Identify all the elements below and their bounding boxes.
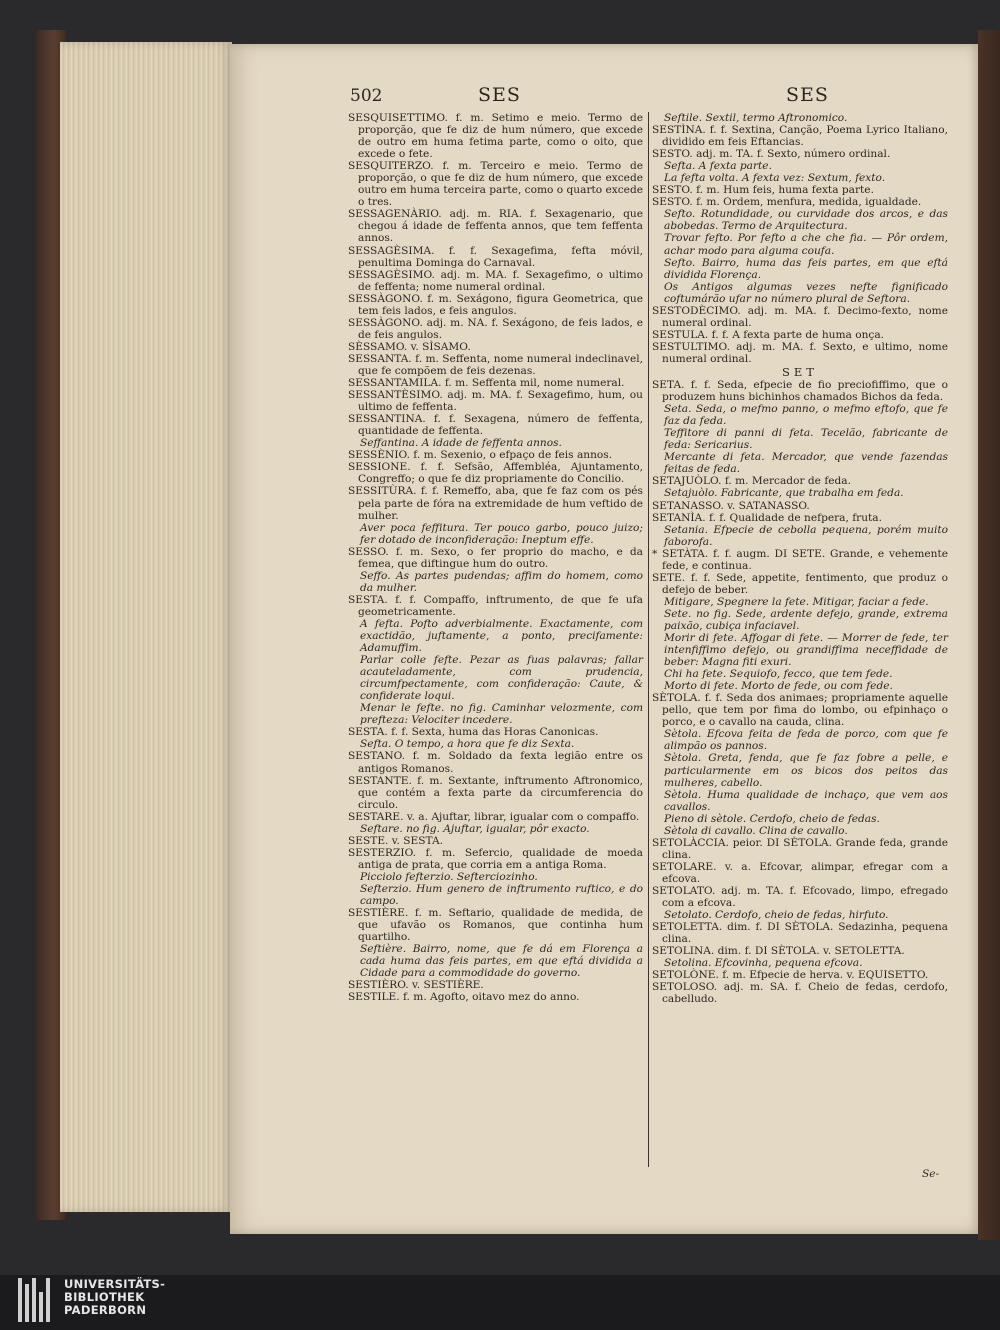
dictionary-entry: SESQUISETTIMO. f. m. Setimo e meio. Termo de proporção, que fe diz de hum número, que excede de outro em huma fetima parte, como o oito, que excede o fete. xyxy=(348,112,643,161)
dictionary-entry: SESTA. f. f. Sexta, huma das Horas Canonicas. xyxy=(348,726,599,739)
dictionary-entry: SETAJUÒLO. f. m. Mercador de feda. xyxy=(652,475,851,488)
dictionary-subentry: Parlar colle fefte. Pezar as fuas palavras; fallar acauteladamente, com prudencia, circumfpectamente, com confideração: Caute, & confiderate loqui. xyxy=(360,654,643,703)
dictionary-entry: SETOLATO. adj. m. TA. f. Efcovado, limpo, efregado com a efcova. xyxy=(652,885,948,910)
book-cover-right xyxy=(978,30,1000,1240)
dictionary-entry: SESQUITERZO. f. m. Terceiro e meio. Termo de proporção, o que fe diz de hum número, que excede outro em huma terceira parte, como o quarto excede o tres. xyxy=(348,160,644,209)
page-number: 502 xyxy=(350,86,383,106)
right-column-bottom xyxy=(652,379,948,1005)
running-head-left: SES xyxy=(478,84,521,106)
dictionary-entry: SESSANTAMILA. f. m. Seffenta mil, nome numeral. xyxy=(348,377,625,390)
dictionary-entry: SESTÌNA. f. f. Sextina, Canção, Poema Lyrico Italiano, dividido em feis Eftancias. xyxy=(652,124,948,149)
catchword: Se- xyxy=(922,1168,940,1180)
dictionary-entry: SESTARE. v. a. Ajuftar, librar, igualar com o compaffo. xyxy=(348,810,640,823)
dictionary-subentry: Chi ha fete. Sequiofo, fecco, que tem fede. xyxy=(664,668,893,681)
dictionary-subentry: Seftare. no fig. Ajuftar, igualar, pôr exacto. xyxy=(360,822,590,835)
dictionary-entry: SESTILE. f. m. Agofto, oitavo mez do anno. xyxy=(348,991,580,1004)
dictionary-entry: SESSO. f. m. Sexo, o fer proprio do macho, e da femea, que diftingue hum do outro. xyxy=(348,545,643,570)
dictionary-entry: SESSÀGONO. adj. m. NA. f. Sexágono, de feis lados, e de feis angulos. xyxy=(348,316,643,341)
dictionary-entry: SESTANO. f. m. Soldado da fexta legião entre os antigos Romanos. xyxy=(348,750,643,775)
dictionary-entry: SÈSSAMO. v. SÌSAMO. xyxy=(348,340,471,353)
right-column-top xyxy=(652,112,948,365)
dictionary-subentry: Os Antigos algumas vezes nefte fignificado coftumárão ufar no número plural de Seftora. xyxy=(664,280,948,305)
dictionary-entry: SETOLÒNE. f. m. Efpecie de herva. v. EQUISETTO. xyxy=(652,969,929,982)
dictionary-subentry: Picciolo fefterzio. Sefterciozinho. xyxy=(360,870,538,883)
column-divider xyxy=(648,112,649,1167)
dictionary-subentry: Seffo. As partes pudendas; affim do homem, como da mulher. xyxy=(360,569,643,594)
dictionary-subentry: Morto di fete. Morto de fede, ou com fede. xyxy=(664,680,893,693)
dictionary-entry: SETOLÀCCIA. peior. DI SÈTOLA. Grande feda, grande clina. xyxy=(652,836,948,861)
running-head-right: SES xyxy=(786,84,829,106)
dictionary-entry: SESTA. f. f. Compaffo, inftrumento, de que fe ufa geometricamente. xyxy=(348,593,643,618)
dictionary-entry: SESTERZIO. f. m. Sefercio, qualidade de moeda antiga de prata, que corria em a antiga Roma. xyxy=(348,846,643,871)
dictionary-subentry: Sefterzio. Hum genero de inftrumento ruftico, e do campo. xyxy=(360,883,643,908)
dictionary-entry: SETOLINA. dim. f. DI SÈTOLA. v. SETOLETTA. xyxy=(652,945,905,958)
dictionary-entry: SESSANTA. f. m. Seffenta, nome numeral indeclinavel, que fe compõem de feis dezenas. xyxy=(348,352,643,377)
dictionary-subentry: Setolina. Efcovinha, pequena efcova. xyxy=(664,957,863,970)
library-name xyxy=(64,1278,165,1317)
dictionary-entry: SETE. f. f. Sede, appetite, fentimento, que produz o defejo de beber. xyxy=(652,571,948,596)
dictionary-subentry: Mitigare, Spegnere la fete. Mitigar, faciar a fede. xyxy=(664,595,929,608)
dictionary-entry: SESTE. v. SESTA. xyxy=(348,834,443,847)
dictionary-entry: SESSANTÈSIMO. adj. m. MA. f. Sexagefimo, hum, ou ultimo de feffenta. xyxy=(348,389,643,414)
dictionary-subentry: Sètola. Efcova feita de feda de porco, com que fe alimpão os pannos. xyxy=(664,728,948,753)
dictionary-entry: SETANÌA. f. f. Qualidade de nefpera, fruta. xyxy=(652,511,882,524)
library-footer xyxy=(0,1275,1000,1330)
dictionary-entry: SESTANTE. f. m. Sextante, inftrumento Aftronomico, que contém a fexta parte da circumferencia do circulo. xyxy=(348,774,643,811)
library-logo-icon xyxy=(18,1278,58,1326)
dictionary-entry: SESTIÈRE. f. m. Seftario, qualidade de medida, de que ufavão os Romanos, que continha hum quartilho. xyxy=(348,907,643,944)
dictionary-subentry: Sefta. O tempo, a hora que fe diz Sexta. xyxy=(360,738,575,751)
right-column xyxy=(652,112,948,1005)
dictionary-entry: SESTO. f. m. Hum feis, huma fexta parte. xyxy=(652,184,874,197)
dictionary-entry: SESTULA. f. f. A fexta parte de huma onça. xyxy=(652,328,885,341)
dictionary-subentry: Sètola di cavallo. Clina de cavallo. xyxy=(664,824,848,837)
dictionary-subentry: Trovar fefto. Por fefto a che che fia. — Pôr ordem, achar modo para alguma coufa. xyxy=(664,232,948,257)
dictionary-entry: SESTODÈCIMO. adj. m. MA. f. Decimo-fexto, nome numeral ordinal. xyxy=(652,304,948,329)
dictionary-subentry: Sete. no fig. Sede, ardente defejo, grande, extrema paixão, cubiça infaciavel. xyxy=(664,607,948,632)
dictionary-subentry: A fefta. Pofto adverbialmente. Exactamente, com exactidão, juftamente, a ponto, precifamente: Adamuffim. xyxy=(360,617,643,655)
dictionary-entry: SESSITÙRA. f. f. Remeffo, aba, que fe faz com os pés pela parte de fóra na extremidade de hum veftido de mulher. xyxy=(348,485,643,522)
dictionary-subentry: Sètola. Huma qualidade de inchaço, que vem aos cavallos. xyxy=(664,788,948,813)
left-column xyxy=(348,112,643,1003)
dictionary-entry: SETANASSO. v. SATANASSO. xyxy=(652,499,810,512)
dictionary-entry: SESSIONE. f. f. Sefsão, Affembléa, Ajuntamento, Congreffo; o que fe diz propriamente do Concilio. xyxy=(348,461,643,486)
dictionary-subentry: Menar le fefte. no fig. Caminhar velozmente, com preftezа: Velociter incedere. xyxy=(360,702,643,727)
dictionary-subentry: La fefta volta. A fexta vez: Sextum, fexto. xyxy=(664,172,886,185)
section-heading: SET xyxy=(782,364,818,379)
book-page xyxy=(230,44,978,1234)
dictionary-entry: SESTULTIMO. adj. m. MA. f. Sexto, e ultimo, nome numeral ordinal. xyxy=(652,340,948,365)
dictionary-subentry: Seftile. Sextil, termo Aftronomico. xyxy=(664,112,848,124)
dictionary-entry: SESSAGENÀRIO. adj. m. RIA. f. Sexagenario, que chegou á idade de feffenta annos, que tem feffenta annos. xyxy=(348,208,643,245)
dictionary-subentry: Seffantina. A idade de feffenta annos. xyxy=(360,437,562,450)
dictionary-subentry: Sètola. Greta, fenda, que fe faz fobre a pelle, e particularmente em os bicos dos peitos das mulheres, cabello. xyxy=(664,752,948,789)
dictionary-entry: SETOLETTA. dim. f. DI SÈTOLA. Sedazinha, pequena clina. xyxy=(652,921,948,946)
dictionary-entry: SESSANTINA. f. f. Sexagena, número de feffenta, quantidade de feffenta. xyxy=(348,413,643,438)
dictionary-entry: SESSÈNIO. f. m. Sexenio, o efpaço de feis annos. xyxy=(348,449,613,462)
page-edges xyxy=(60,42,232,1212)
dictionary-entry: SETOLARE. v. a. Efcovar, alimpar, efregar com a efcova. xyxy=(652,860,948,885)
dictionary-subentry: Sefta. A fexta parte. xyxy=(664,160,772,173)
library-name-line1: UNIVERSITÄTS- xyxy=(64,1277,166,1291)
dictionary-subentry: Seftière. Bairro, nome, que fe dá em Florença a cada huma das feis partes, em que eftá dividida a Cidade para a commodidade do governo. xyxy=(360,943,643,980)
dictionary-subentry: Morir di fete. Affogar di fete. — Morrer de fede, ter intenfiffimo defejo, ou grandiffima neceffidade de beber: Magna fiti exuri. xyxy=(664,632,948,669)
dictionary-subentry: Setania. Efpecie de cebolla pequena, porém muito faborofa. xyxy=(664,523,948,548)
dictionary-entry: SETOLOSO. adj. m. SA. f. Cheio de fedas, cerdofo, cabelludo. xyxy=(652,981,948,1006)
dictionary-subentry: Sefto. Rotundidade, ou curvidade dos arcos, e das abobedas. Termo de Arquitectura. xyxy=(664,208,948,233)
dictionary-subentry: Sefto. Bairro, huma das feis partes, em que eftá dividida Florença. xyxy=(664,256,948,281)
dictionary-entry: SESTO. adj. m. TA. f. Sexto, número ordinal. xyxy=(652,148,891,161)
dictionary-entry: SESTIÈRO. v. SESTIÈRE. xyxy=(348,979,484,992)
dictionary-subentry: Teffitore di panni di feta. Tecelão, fabricante de feda: Sericarius. xyxy=(664,427,948,452)
dictionary-subentry: Seta. Seda, o mefmo panno, o mefmo eftofo, que fe faz da feda. xyxy=(664,403,948,428)
dictionary-entry: * SETÀTA. f. f. augm. DI SETE. Grande, e vehemente fede, e continua. xyxy=(652,547,948,572)
library-name-line3: PADERBORN xyxy=(64,1303,147,1317)
dictionary-entry: SÈTOLA. f. f. Seda dos animaes; propriamente aquelle pello, que tem por fima do lombo, ou efpinhaço o porco, e o cavallo na cauda, clina. xyxy=(652,692,948,729)
dictionary-subentry: Aver poca feffitura. Ter pouco garbo, pouco juizo; fer dotado de inconfideração: Ineptum effe. xyxy=(360,521,643,546)
dictionary-entry: SESTO. f. m. Ordem, menfura, medida, igualdade. xyxy=(652,196,922,209)
dictionary-subentry: Setajuòlo. Fabricante, que trabalha em feda. xyxy=(664,487,904,500)
dictionary-subentry: Mercante di feta. Mercador, que vende fazendas feitas de feda. xyxy=(664,451,948,476)
library-name-line2: BIBLIOTHEK xyxy=(64,1290,145,1304)
dictionary-subentry: Pieno di sètole. Cerdofo, cheio de fedas. xyxy=(664,812,880,825)
dictionary-entry: SETA. f. f. Seda, efpecie de fio preciofiffimo, que o produzem huns bichinhos chamados Bichos da feda. xyxy=(652,379,948,404)
dictionary-entry: SESSÀGONO. f. m. Sexágono, figura Geometrica, que tem feis lados, e feis angulos. xyxy=(348,292,643,317)
dictionary-subentry: Setolato. Cerdofo, cheio de fedas, hirfuto. xyxy=(664,909,889,922)
dictionary-entry: SESSAGÈSIMO. adj. m. MA. f. Sexagefimo, o ultimo de feffenta; nome numeral ordinal. xyxy=(348,268,643,293)
dictionary-entry: SESSAGÈSIMA. f. f. Sexagefima, fefta móvil, penultima Dominga do Carnaval. xyxy=(348,244,643,269)
